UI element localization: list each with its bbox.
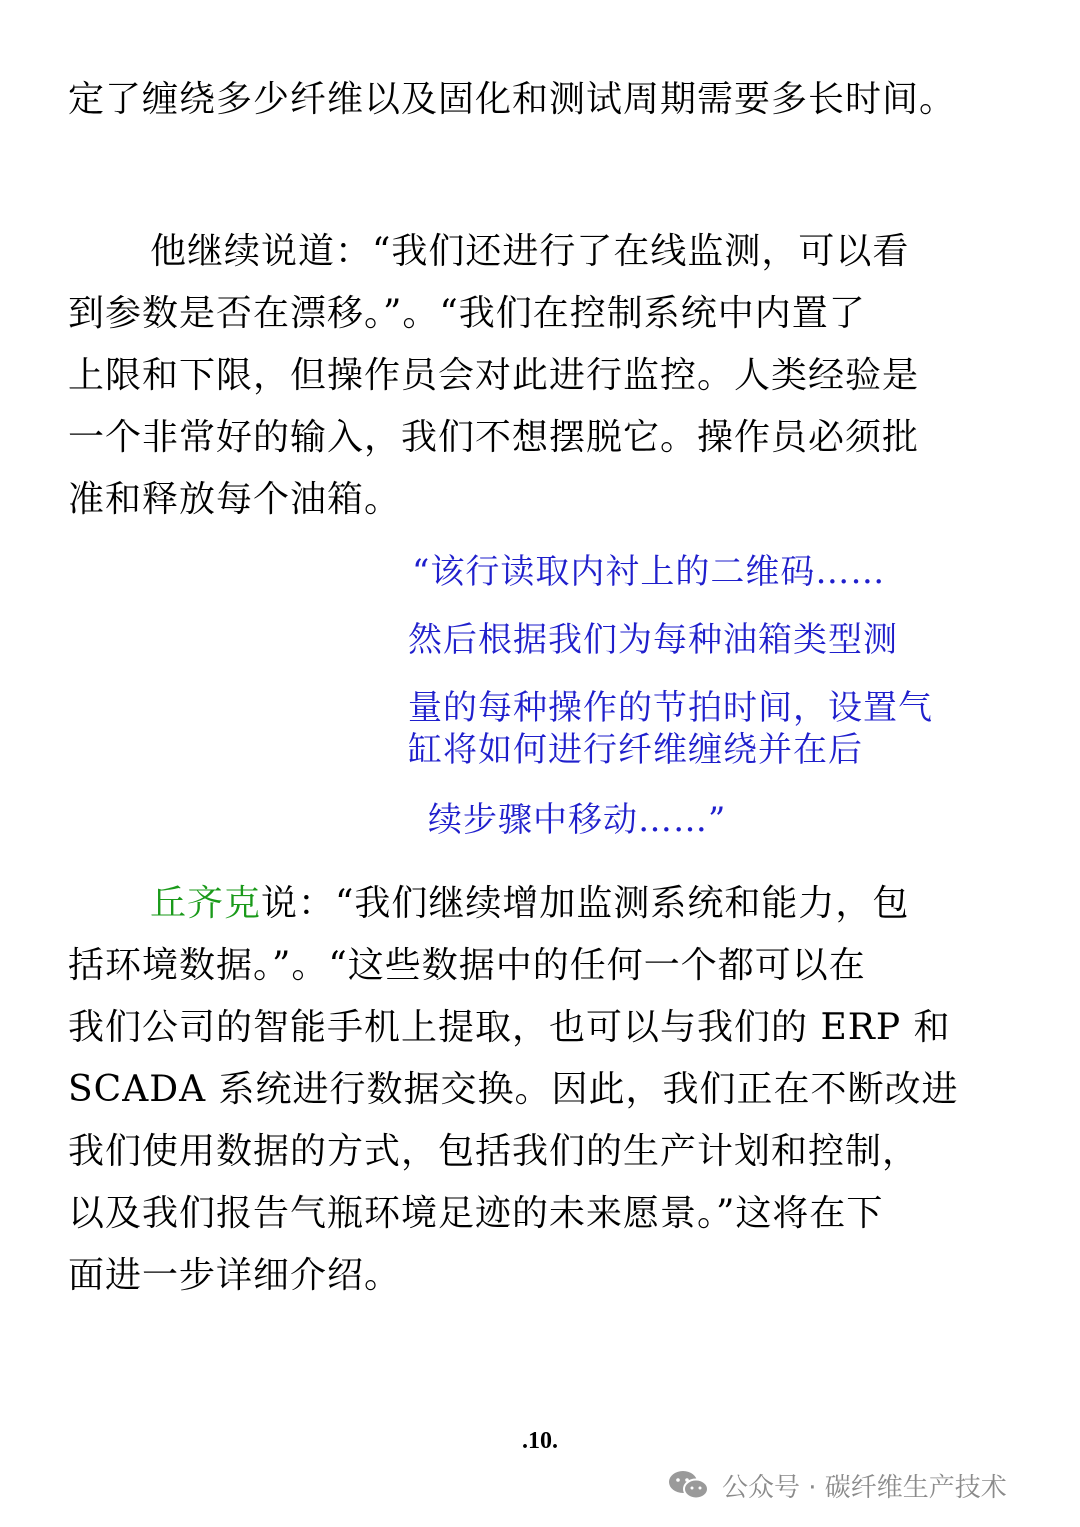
quote-line: 缸将如何进行纤维缠绕并在后 (408, 730, 863, 770)
watermark-text: 公众号 · 碳纤维生产技术 (722, 1472, 1007, 1503)
paragraph-line: 我们使用数据的方式，包括我们的生产计划和控制， (68, 1131, 920, 1172)
paragraph-line (150, 880, 909, 928)
paragraph-line: 面进一步详细介绍。 (68, 1255, 402, 1296)
quote-line: 续步骤中移动……” (428, 800, 727, 840)
paragraph-line: 定了缠绕多少纤维以及固化和测试周期需要多长时间。 (68, 79, 957, 120)
paragraph-text: 说：“我们继续增加监测系统和能力，包 (261, 883, 910, 924)
page-number: .10. (522, 1428, 558, 1454)
quote-line: 然后根据我们为每种油箱类型测 (408, 620, 898, 660)
paragraph-line: 准和释放每个油箱。 (68, 479, 402, 520)
watermark (668, 1460, 1007, 1510)
speaker-name: 丘齐克 (150, 883, 262, 924)
paragraph-line: 上限和下限，但操作员会对此进行监控。人类经验是 (68, 355, 920, 396)
paragraph-line: 他继续说道：“我们还进行了在线监测，可以看 (150, 231, 910, 272)
paragraph-line: 到参数是否在漂移。”。“我们在控制系统中内置了 (68, 293, 866, 334)
quote-line: 量的每种操作的节拍时间，设置气 (408, 688, 933, 728)
wechat-icon (668, 1469, 710, 1501)
paragraph-line: 一个非常好的输入，我们不想摆脱它。操作员必须批 (68, 417, 920, 458)
paragraph-line: 以及我们报告气瓶环境足迹的未来愿景。”这将在下 (68, 1193, 884, 1234)
quote-line: “该行读取内衬上的二维码…… (412, 552, 886, 592)
paragraph-line: 括环境数据。”。“这些数据中的任何一个都可以在 (68, 945, 866, 986)
paragraph-line: 我们公司的智能手机上提取，也可以与我们的 ERP 和 (68, 1007, 951, 1048)
paragraph-line: SCADA 系统进行数据交换。因此，我们正在不断改进 (68, 1069, 959, 1110)
